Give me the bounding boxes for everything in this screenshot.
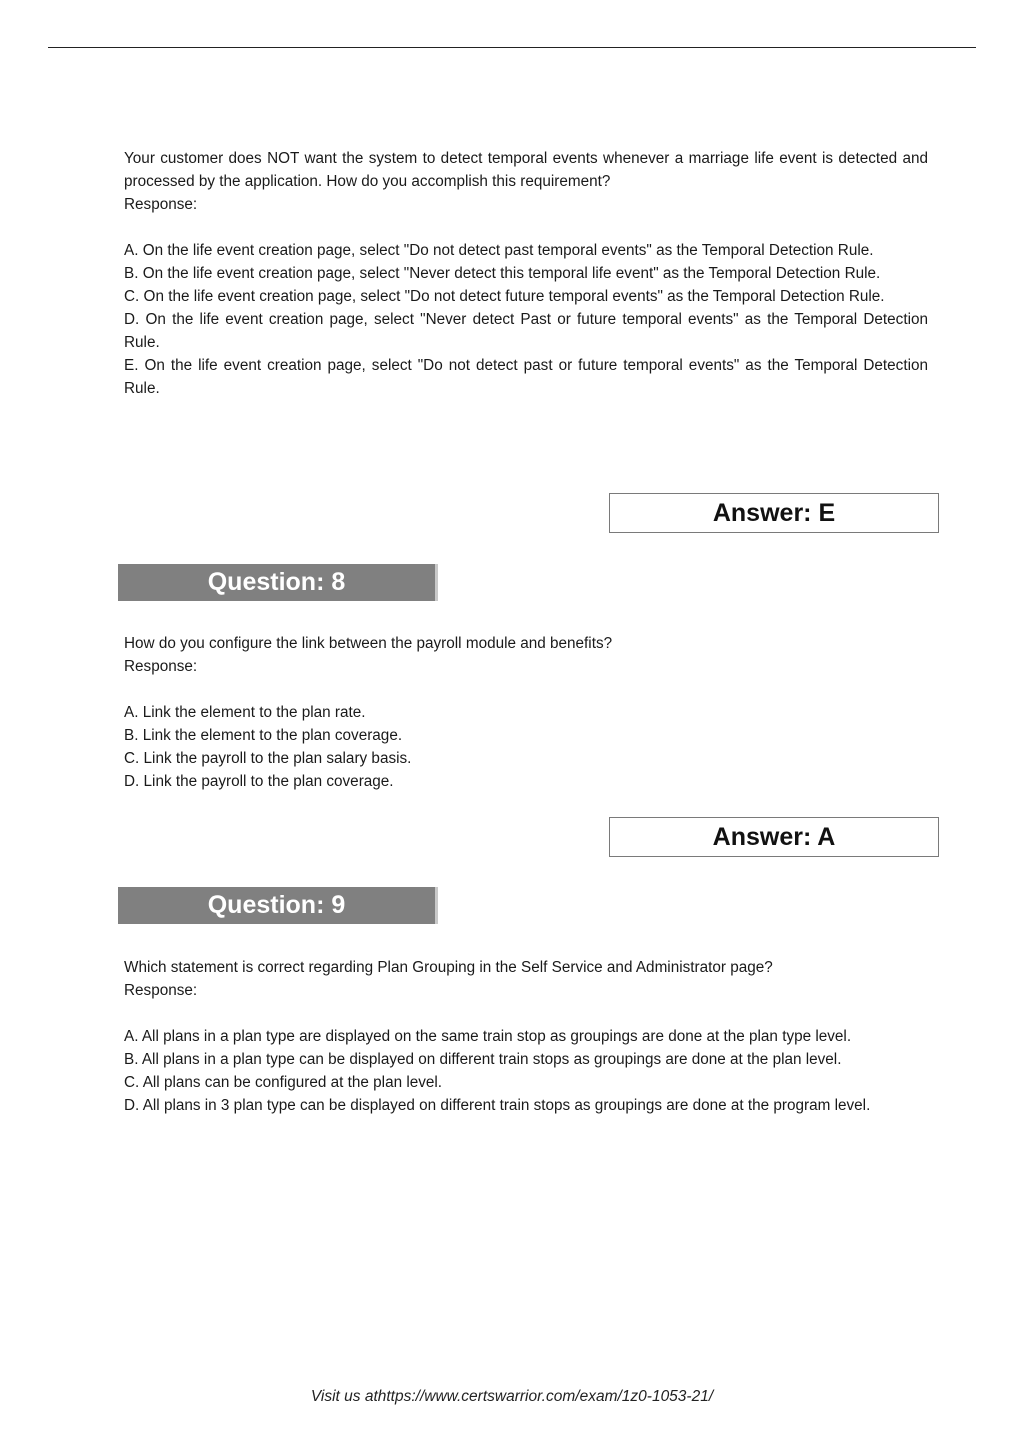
option-c: C. On the life event creation page, select "Do not detect future temporal events" as the Temporal Detection Rule. bbox=[124, 288, 885, 305]
question-text: How do you configure the link between the payroll module and benefits? bbox=[124, 635, 613, 652]
response-label: Response: bbox=[124, 196, 198, 213]
question-text: Which statement is correct regarding Plan Grouping in the Self Service and Administrator page? bbox=[124, 959, 773, 976]
option-b: B. All plans in a plan type can be displayed on different train stops as groupings are done at the plan level. bbox=[124, 1051, 842, 1068]
question-9-heading-bar bbox=[118, 887, 438, 924]
option-c: C. All plans can be configured at the plan level. bbox=[124, 1074, 443, 1091]
answer-box-7 bbox=[609, 493, 939, 533]
question-heading: Question: 9 bbox=[207, 891, 346, 919]
response-label: Response: bbox=[124, 982, 198, 999]
question-text: Your customer does NOT want the system to detect temporal events whenever a marriage life event is detected and processed by the application. How do you accomplish this requirement? bbox=[124, 150, 928, 190]
option-d: D. All plans in 3 plan type can be displayed on different train stops as groupings are done at the program level. bbox=[124, 1097, 871, 1114]
option-d: D. On the life event creation page, select "Never detect Past or future temporal events" as the Temporal Detection Rule. bbox=[124, 311, 928, 351]
option-c: C. Link the payroll to the plan salary basis. bbox=[124, 750, 412, 767]
option-b: B. Link the element to the plan coverage. bbox=[124, 727, 403, 744]
question-8-body bbox=[124, 632, 928, 793]
answer-label: Answer: A bbox=[712, 822, 836, 851]
question-9-body bbox=[124, 956, 928, 1117]
footer-link[interactable]: Visit us athttps://www.certswarrior.com/exam/1z0-1053-21/ bbox=[310, 1388, 714, 1405]
header-divider bbox=[48, 47, 976, 48]
option-a: A. On the life event creation page, select "Do not detect past temporal events" as the Temporal Detection Rule. bbox=[124, 242, 874, 259]
option-b: B. On the life event creation page, select "Never detect this temporal life event" as the Temporal Detection Rule. bbox=[124, 265, 881, 282]
option-d: D. Link the payroll to the plan coverage. bbox=[124, 773, 394, 790]
option-e: E. On the life event creation page, select "Do not detect past or future temporal events" as the Temporal Detection Rule. bbox=[124, 357, 928, 397]
question-heading: Question: 8 bbox=[207, 568, 346, 596]
option-a: A. Link the element to the plan rate. bbox=[124, 704, 366, 721]
question-8-heading-bar bbox=[118, 564, 438, 601]
question-7-body bbox=[124, 147, 928, 400]
answer-box-8 bbox=[609, 817, 939, 857]
answer-label: Answer: E bbox=[712, 498, 836, 527]
option-a: A. All plans in a plan type are displayed on the same train stop as groupings are done at the plan type level. bbox=[124, 1028, 852, 1045]
response-label: Response: bbox=[124, 658, 198, 675]
